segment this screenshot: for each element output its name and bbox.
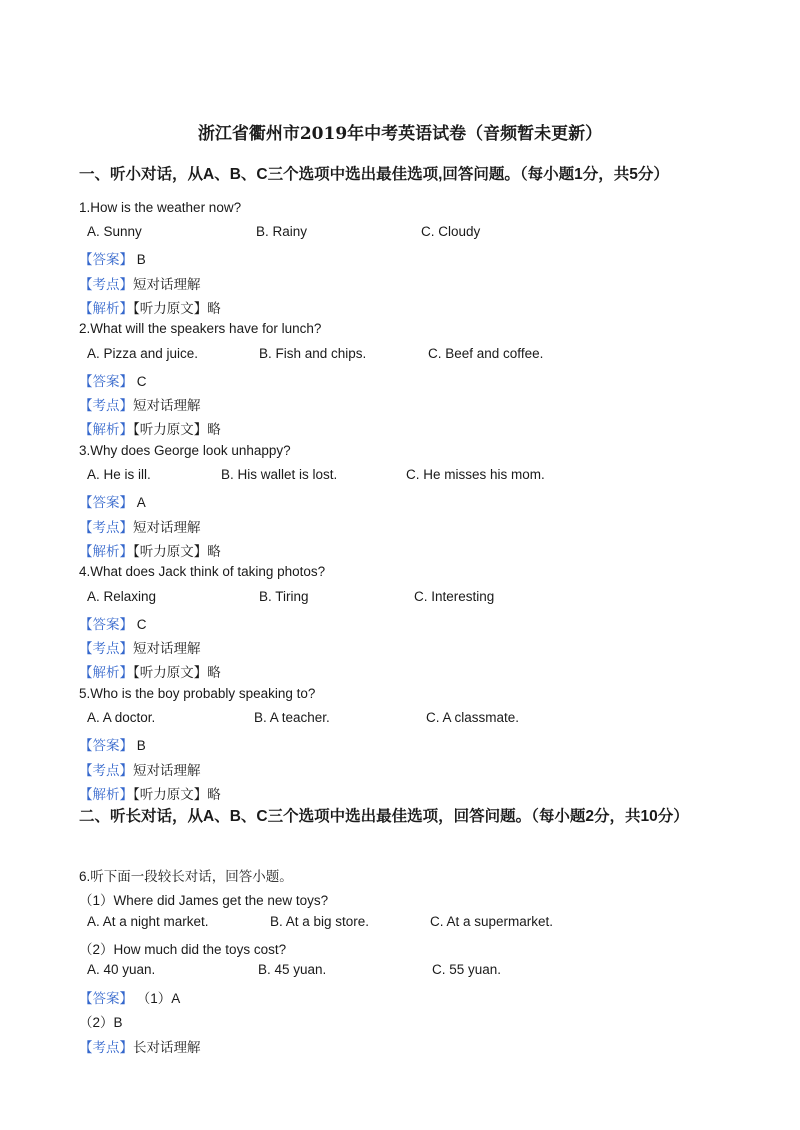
page-title: 浙江省衢州市2019年中考英语试卷（音频暂未更新） bbox=[197, 124, 603, 144]
point-line bbox=[79, 1036, 201, 1056]
question-text: 3.Why does George look unhappy? bbox=[79, 443, 291, 458]
section-heading-2: 二、听长对话，从A、B、C三个选项中选出最佳选项，回答问题。（每小题2分，共10分） bbox=[79, 808, 689, 825]
question-text: 1.How is the weather now? bbox=[79, 200, 242, 215]
analysis-value: 【听力原文】略 bbox=[133, 665, 221, 680]
answer-line bbox=[79, 248, 146, 268]
answer-line bbox=[79, 370, 147, 390]
analysis-tag: 【解析】 bbox=[79, 787, 133, 802]
answer-line bbox=[79, 491, 146, 511]
option-b: B. Fish and chips. bbox=[259, 346, 367, 361]
option-c: C. He misses his mom. bbox=[406, 467, 545, 482]
analysis-line bbox=[79, 661, 221, 681]
option-a: A. He is ill. bbox=[87, 467, 151, 482]
analysis-value: 【听力原文】略 bbox=[133, 301, 221, 316]
analysis-line bbox=[79, 783, 221, 803]
option-a: A. Relaxing bbox=[87, 589, 157, 604]
analysis-tag: 【解析】 bbox=[79, 422, 133, 437]
analysis-tag: 【解析】 bbox=[79, 544, 133, 559]
answer-line bbox=[79, 734, 146, 754]
option-b: B. At a big store. bbox=[270, 914, 370, 929]
option-b: B. A teacher. bbox=[254, 710, 330, 725]
sub-question-text: （2）How much did the toys cost? bbox=[79, 942, 287, 957]
answer-tag: 【答案】 bbox=[79, 374, 133, 389]
analysis-line bbox=[79, 540, 221, 560]
analysis-tag: 【解析】 bbox=[79, 665, 133, 680]
question-text: 5.Who is the boy probably speaking to? bbox=[79, 686, 316, 701]
point-line bbox=[79, 394, 201, 414]
option-a: A. A doctor. bbox=[87, 710, 156, 725]
option-c: C. A classmate. bbox=[426, 710, 520, 725]
answer-value: C bbox=[136, 374, 147, 389]
question-text: 2.What will the speakers have for lunch? bbox=[79, 321, 322, 336]
option-b: B. His wallet is lost. bbox=[221, 467, 338, 482]
option-a: A. Pizza and juice. bbox=[87, 346, 199, 361]
answer-value: A bbox=[136, 495, 146, 510]
sub-question-text: （1）Where did James get the new toys? bbox=[79, 893, 329, 908]
analysis-tag: 【解析】 bbox=[79, 301, 133, 316]
answer-continuation: （2）B bbox=[79, 1015, 123, 1030]
analysis-line bbox=[79, 297, 221, 317]
answer-line bbox=[79, 987, 180, 1007]
option-a: A. At a night market. bbox=[87, 914, 209, 929]
analysis-value: 【听力原文】略 bbox=[133, 422, 221, 437]
option-b: B. 45 yuan. bbox=[258, 962, 327, 977]
option-c: C. Cloudy bbox=[421, 224, 481, 239]
point-value: 短对话理解 bbox=[133, 277, 201, 292]
option-c: C. 55 yuan. bbox=[432, 962, 502, 977]
point-value: 短对话理解 bbox=[133, 520, 201, 535]
answer-tag: 【答案】 bbox=[79, 738, 133, 753]
point-value: 长对话理解 bbox=[133, 1040, 201, 1055]
answer-value: C bbox=[136, 617, 147, 632]
question-intro: 6.听下面一段较长对话，回答小题。 bbox=[79, 869, 293, 884]
option-b: B. Rainy bbox=[256, 224, 308, 239]
analysis-value: 【听力原文】略 bbox=[133, 544, 221, 559]
point-tag: 【考点】 bbox=[79, 277, 133, 292]
option-a: A. 40 yuan. bbox=[87, 962, 156, 977]
point-tag: 【考点】 bbox=[79, 641, 133, 656]
point-value: 短对话理解 bbox=[133, 641, 201, 656]
point-value: 短对话理解 bbox=[133, 763, 201, 778]
answer-value: （1）A bbox=[136, 991, 181, 1006]
option-a: A. Sunny bbox=[87, 224, 142, 239]
point-line bbox=[79, 516, 201, 536]
point-tag: 【考点】 bbox=[79, 398, 133, 413]
answer-line bbox=[79, 613, 147, 633]
option-c: C. At a supermarket. bbox=[430, 914, 554, 929]
answer-tag: 【答案】 bbox=[79, 252, 133, 267]
option-c: C. Beef and coffee. bbox=[428, 346, 544, 361]
point-value: 短对话理解 bbox=[133, 398, 201, 413]
point-line bbox=[79, 759, 201, 779]
answer-tag: 【答案】 bbox=[79, 617, 133, 632]
analysis-value: 【听力原文】略 bbox=[133, 787, 221, 802]
section-heading-1: 一、听小对话，从A、B、C三个选项中选出最佳选项,回答问题。（每小题1分，共5分） bbox=[79, 166, 669, 183]
point-line bbox=[79, 273, 201, 293]
answer-tag: 【答案】 bbox=[79, 991, 133, 1006]
point-tag: 【考点】 bbox=[79, 1040, 133, 1055]
answer-tag: 【答案】 bbox=[79, 495, 133, 510]
option-b: B. Tiring bbox=[259, 589, 309, 604]
point-line bbox=[79, 637, 201, 657]
option-c: C. Interesting bbox=[414, 589, 495, 604]
point-tag: 【考点】 bbox=[79, 520, 133, 535]
answer-value: B bbox=[136, 738, 146, 753]
point-tag: 【考点】 bbox=[79, 763, 133, 778]
analysis-line bbox=[79, 418, 221, 438]
question-text: 4.What does Jack think of taking photos? bbox=[79, 564, 326, 579]
answer-value: B bbox=[136, 252, 146, 267]
